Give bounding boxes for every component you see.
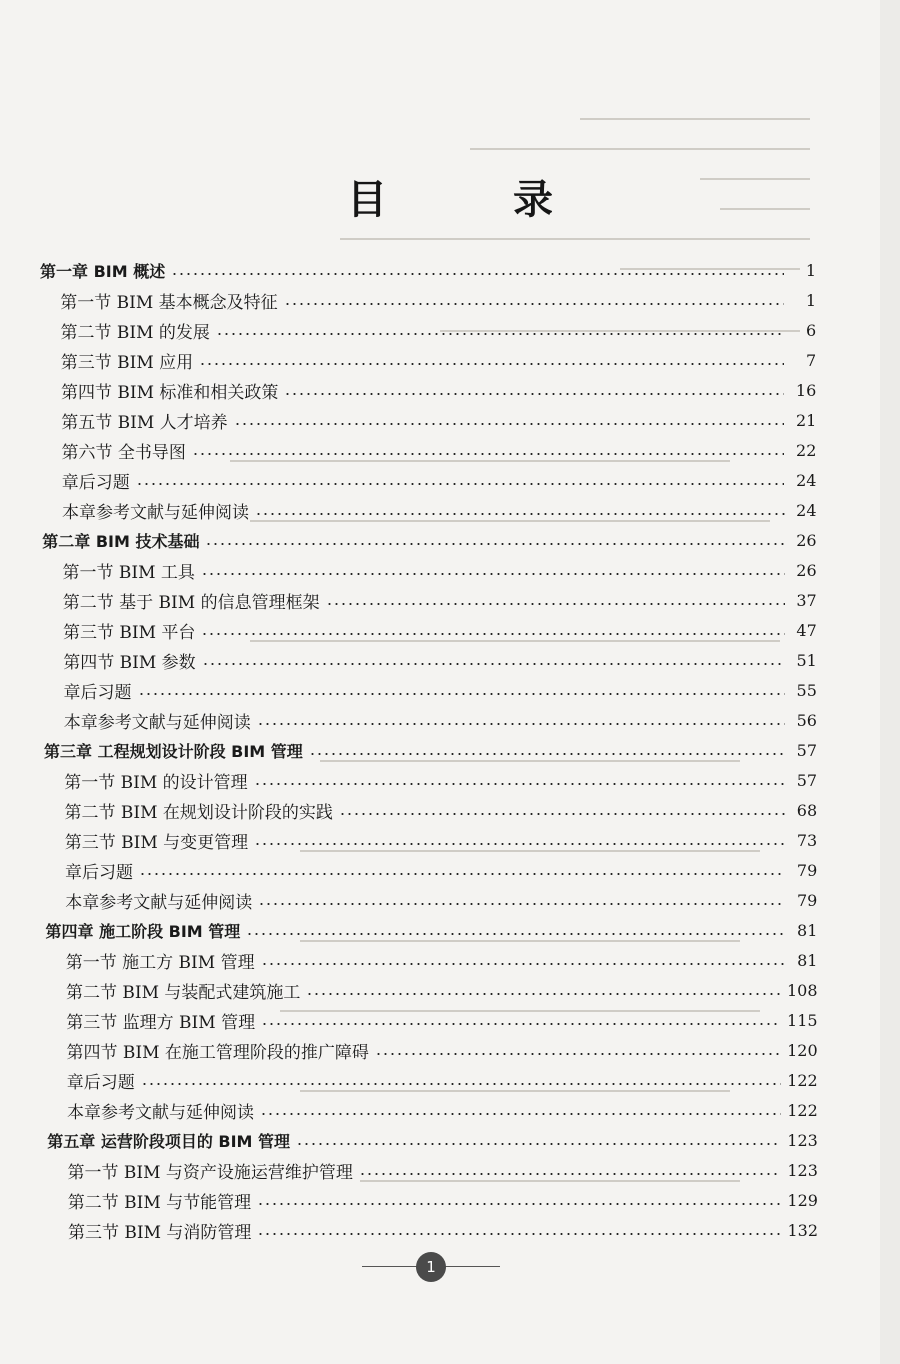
toc-entry-page: 115: [787, 1010, 818, 1030]
toc-chapter-row: [44, 735, 817, 765]
dot-leader: [257, 1203, 781, 1205]
toc-entry-page: 120: [787, 1040, 818, 1060]
toc-entry-page: 55: [796, 680, 817, 700]
toc-entry-label: 第二章 BIM 技术基础: [42, 531, 200, 551]
dot-leader: [257, 723, 785, 725]
dot-leader: [141, 1083, 781, 1085]
dot-leader: [254, 843, 785, 845]
toc-entry-page: 108: [786, 980, 818, 1000]
dot-leader: [254, 783, 785, 785]
toc-section-row: [68, 1185, 818, 1215]
toc-section-row: [65, 795, 818, 825]
dot-leader: [192, 453, 784, 455]
dot-leader: [296, 1143, 781, 1145]
toc-entry-label: 章后习题: [65, 862, 133, 883]
toc-entry-page: 122: [787, 1100, 818, 1120]
toc-section-row: [61, 345, 816, 375]
dot-leader: [375, 1053, 781, 1055]
toc-section-row: [64, 765, 817, 795]
dot-leader: [284, 393, 784, 395]
toc-entry-label: 第三节 BIM 平台: [63, 622, 196, 643]
toc-entry-page: 73: [796, 830, 818, 850]
toc-section-row: [67, 1035, 818, 1065]
toc-entry-label: 第三章 工程规划设计阶段 BIM 管理: [44, 741, 303, 761]
toc-section-row: [60, 285, 816, 315]
toc-entry-label: 第四节 BIM 参数: [63, 652, 196, 673]
page-title: 目 录: [347, 177, 609, 223]
toc-entry-label: 第二节 BIM 的发展: [60, 322, 210, 343]
toc-chapter-row: [47, 1125, 818, 1155]
toc-entry-page: 21: [795, 410, 817, 430]
toc-entry-label: 第二节 BIM 与装配式建筑施工: [66, 982, 301, 1003]
toc-entry-label: 第二节 BIM 在规划设计阶段的实践: [64, 802, 333, 823]
dot-leader: [306, 993, 781, 995]
toc-chapter-row: [40, 255, 816, 285]
toc-section-row: [65, 825, 817, 855]
toc-section-row: [63, 615, 817, 645]
dot-leader: [234, 423, 785, 425]
dot-leader: [199, 363, 784, 365]
toc-entry-label: 第四节 BIM 在施工管理阶段的推广障碍: [66, 1042, 369, 1063]
toc-entry-label: 第二节 BIM 与节能管理: [67, 1192, 252, 1213]
toc-entry-label: 第五章 运营阶段项目的 BIM 管理: [47, 1131, 291, 1151]
dot-leader: [216, 333, 784, 335]
toc-section-row: [68, 1215, 818, 1245]
toc-entry-page: 24: [796, 500, 817, 520]
dot-leader: [139, 873, 785, 875]
toc-entry-page: 1: [805, 260, 816, 280]
toc-entry-label: 第一章 BIM 概述: [40, 261, 166, 281]
toc-entry-label: 本章参考文献与延伸阅读: [63, 712, 251, 733]
dot-leader: [261, 1023, 781, 1025]
toc-entry-label: 章后习题: [63, 682, 132, 703]
toc-entry-page: 122: [787, 1070, 818, 1090]
dot-leader: [171, 273, 784, 275]
dot-leader: [359, 1173, 781, 1175]
toc-entry-page: 47: [796, 620, 817, 640]
toc-section-row: [67, 1065, 818, 1095]
toc-entry-page: 22: [796, 440, 817, 460]
dot-leader: [202, 663, 785, 665]
dot-leader: [201, 573, 785, 575]
toc-section-row: [66, 975, 818, 1005]
toc-section-row: [65, 855, 817, 885]
toc-entry-page: 123: [787, 1160, 818, 1180]
toc-entry-label: 第五节 BIM 人才培养: [61, 412, 228, 433]
toc-entry-label: 第三节 BIM 与消防管理: [68, 1222, 252, 1243]
toc-entry-page: 6: [805, 320, 817, 340]
toc-section-row: [62, 495, 817, 525]
toc-entry-label: 本章参考文献与延伸阅读: [62, 502, 249, 523]
toc-entry-label: 第一节 BIM 基本概念及特征: [60, 292, 278, 313]
toc-entry-label: 第一节 施工方 BIM 管理: [65, 952, 255, 973]
dot-leader: [205, 543, 784, 545]
toc-entry-page: 26: [796, 530, 817, 550]
toc-entry-page: 81: [797, 920, 818, 940]
dot-leader: [260, 1113, 781, 1115]
toc-entry-page: 26: [796, 560, 817, 580]
toc-section-row: [62, 435, 817, 465]
dot-leader: [136, 483, 785, 485]
dot-leader: [309, 753, 785, 755]
toc-entry-label: 本章参考文献与延伸阅读: [65, 892, 253, 913]
toc-section-row: [63, 555, 817, 585]
toc-entry-page: 68: [796, 800, 818, 820]
toc-entry-page: 132: [787, 1220, 818, 1240]
toc-entry-label: 章后习题: [61, 472, 130, 493]
toc-entry-page: 123: [787, 1130, 818, 1150]
toc-entry-page: 81: [797, 950, 818, 970]
page-number-badge: 1: [416, 1252, 446, 1282]
toc-entry-label: 第三节 BIM 应用: [60, 352, 194, 373]
dot-leader: [339, 813, 785, 815]
toc-entry-page: 51: [796, 650, 817, 670]
toc-entry-page: 79: [796, 890, 818, 910]
toc-entry-label: 第一节 BIM 与资产设施运营维护管理: [67, 1162, 353, 1183]
toc-entry-page: 79: [796, 860, 818, 880]
toc-chapter-row: [46, 915, 818, 945]
toc-section-row: [66, 1005, 817, 1035]
dot-leader: [246, 933, 785, 935]
toc-section-row: [67, 1095, 818, 1125]
toc-entry-label: 章后习题: [66, 1072, 135, 1093]
toc-entry-label: 第三节 监理方 BIM 管理: [66, 1012, 256, 1033]
toc-entry-page: 57: [796, 770, 818, 790]
dot-leader: [326, 603, 785, 605]
toc-section-row: [61, 375, 816, 405]
toc-section-row: [68, 1155, 818, 1185]
toc-entry-label: 第四章 施工阶段 BIM 管理: [45, 921, 241, 941]
toc-section-row: [66, 945, 818, 975]
toc-section-row: [64, 675, 817, 705]
dot-leader: [284, 303, 784, 305]
toc-entry-label: 第一节 BIM 的设计管理: [64, 772, 248, 793]
dot-leader: [257, 1233, 781, 1235]
toc-section-row: [64, 705, 817, 735]
toc-section-row: [61, 315, 817, 345]
toc-entry-label: 本章参考文献与延伸阅读: [67, 1102, 254, 1123]
toc-entry-page: 37: [796, 590, 817, 610]
toc-entry-label: 第三节 BIM 与变更管理: [64, 832, 249, 853]
toc-section-row: [63, 585, 817, 615]
dot-leader: [258, 903, 785, 905]
toc-entry-page: 7: [806, 350, 817, 370]
dot-leader: [261, 963, 786, 965]
toc-entry-label: 第一节 BIM 工具: [62, 562, 195, 583]
dot-leader: [201, 633, 784, 635]
page-footer: [362, 1252, 500, 1282]
toc-entry-label: 第四节 BIM 标准和相关政策: [61, 382, 279, 403]
toc-entry-page: 56: [796, 710, 817, 730]
dot-leader: [138, 693, 785, 695]
dot-leader: [255, 513, 785, 515]
toc-section-row: [61, 405, 816, 435]
toc-entry-label: 第二节 基于 BIM 的信息管理框架: [62, 592, 320, 613]
toc-entry-label: 第六节 全书导图: [61, 442, 186, 463]
toc-chapter-row: [42, 525, 816, 555]
toc-section-row: [65, 885, 817, 915]
toc-section-row: [63, 645, 817, 675]
toc-entry-page: 1: [805, 290, 817, 310]
toc-entry-page: 129: [787, 1190, 818, 1210]
toc-section-row: [62, 465, 817, 495]
toc-entry-page: 57: [796, 740, 817, 760]
toc-entry-page: 16: [795, 380, 817, 400]
toc-entry-page: 24: [796, 470, 817, 490]
